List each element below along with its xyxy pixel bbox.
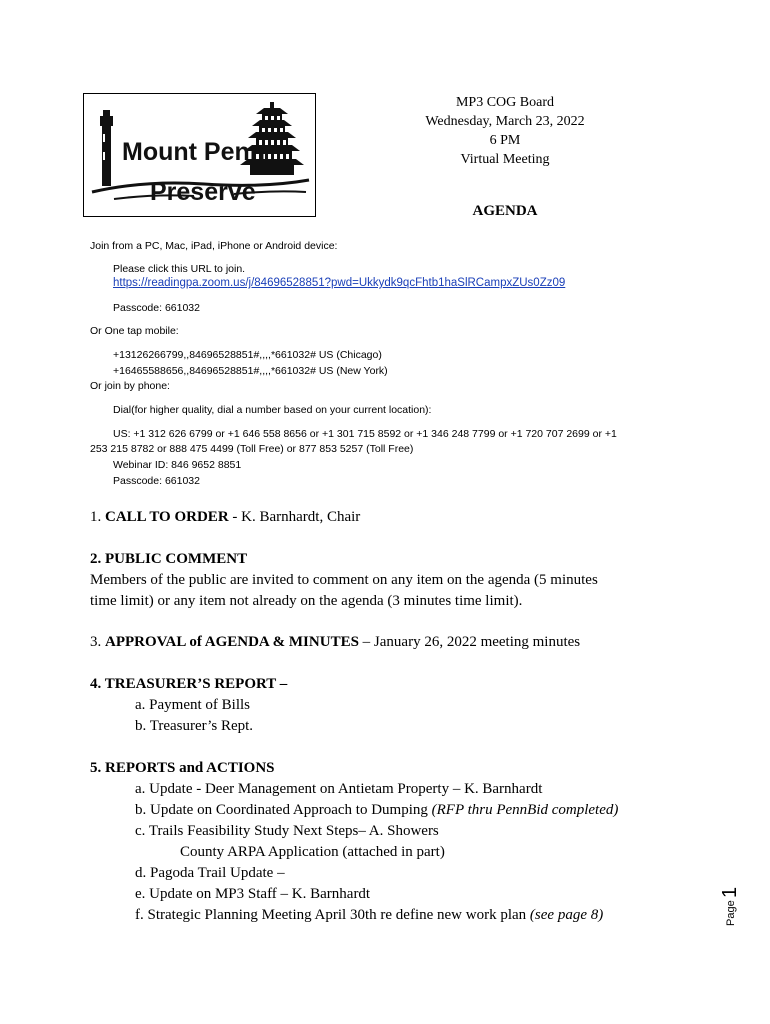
- reports-sub-d: d. Pagoda Trail Update –: [135, 865, 285, 881]
- reports-sub-b-text: b. Update on Coordinated Approach to Dumping: [135, 802, 432, 818]
- one-tap-intro: Or One tap mobile:: [90, 325, 179, 337]
- meeting-format: Virtual Meeting: [460, 152, 550, 167]
- logo-text-mount-penn: Mount Penn: [122, 138, 266, 166]
- reports-sub-f: [135, 905, 603, 926]
- reports-sub-f-text: f. Strategic Planning Meeting April 30th re define new work plan: [135, 907, 530, 923]
- us-numbers-line2: 253 215 8782 or 888 475 4499 (Toll Free) or 877 853 5257 (Toll Free): [90, 443, 414, 455]
- mount-penn-preserve-logo: [83, 93, 316, 217]
- item-1-title: CALL TO ORDER: [105, 509, 229, 525]
- item-1-detail: - K. Barnhardt, Chair: [228, 509, 361, 525]
- treasurer-sub-a: a. Payment of Bills: [135, 697, 250, 713]
- item-3-detail: – January 26, 2022 meeting minutes: [358, 634, 581, 650]
- reports-sub-b-note: (RFP thru PennBid completed): [431, 802, 619, 818]
- reports-sub-c: c. Trails Feasibility Study Next Steps– A. Showers: [135, 823, 439, 839]
- one-tap-chicago: +13126266799,,84696528851#,,,,*661032# US (Chicago): [113, 349, 382, 361]
- reports-sub-a: a. Update - Deer Management on Antietam Property – K. Barnhardt: [135, 781, 543, 797]
- page-label: Page: [725, 900, 737, 926]
- zoom-join-link[interactable]: https://readingpa.zoom.us/j/84696528851?pwd=Ukkydk9qcFhtb1haSlRCampxZUs0Zz09: [113, 277, 566, 289]
- reports-sub-f-note: (see page 8): [529, 907, 604, 923]
- item-treasurer-title: 4. TREASURER’S REPORT –: [90, 676, 288, 692]
- phone-intro: Or join by phone:: [90, 380, 170, 392]
- passcode-2: Passcode: 661032: [113, 475, 200, 487]
- item-1-number: 1.: [90, 509, 105, 525]
- page-number-marker: [712, 880, 742, 930]
- webinar-id: Webinar ID: 846 9652 8851: [113, 459, 242, 471]
- logo-artwork: [84, 94, 316, 217]
- item-public-comment-title: 2. PUBLIC COMMENT: [90, 551, 248, 567]
- item-approval: [90, 632, 580, 653]
- join-intro: Join from a PC, Mac, iPad, iPhone or Android device:: [90, 240, 338, 252]
- meeting-date: Wednesday, March 23, 2022: [425, 114, 585, 129]
- item-3-title: APPROVAL of AGENDA & MINUTES: [105, 634, 359, 650]
- reports-sub-b: [135, 800, 618, 821]
- item-3-number: 3.: [90, 634, 105, 650]
- dial-instructions: Dial(for higher quality, dial a number based on your current location):: [113, 404, 432, 416]
- us-numbers-line1: US: +1 312 626 6799 or +1 646 558 8656 or +1 301 715 8592 or +1 346 248 7799 or +1 720 707 2699 or +1: [113, 428, 617, 440]
- meeting-time: 6 PM: [489, 133, 521, 148]
- meeting-header: [420, 93, 590, 169]
- item-reports-title: 5. REPORTS and ACTIONS: [90, 760, 275, 776]
- treasurer-sub-b: b. Treasurer’s Rept.: [135, 718, 254, 734]
- page-number: 1: [719, 886, 741, 898]
- passcode-1: Passcode: 661032: [113, 302, 200, 314]
- tower-cap: [103, 110, 110, 117]
- reports-sub-c-continued: County ARPA Application (attached in part): [180, 844, 445, 860]
- one-tap-new-york: +16465588656,,84696528851#,,,,*661032# US (New York): [113, 365, 388, 377]
- reports-sub-e: e. Update on MP3 Staff – K. Barnhardt: [135, 886, 371, 902]
- item-call-to-order: [90, 507, 360, 528]
- logo-text-preserve: Preserve: [150, 178, 256, 206]
- join-click-text: Please click this URL to join.: [113, 263, 246, 275]
- public-comment-text-1: Members of the public are invited to comment on any item on the agenda (5 minutes: [90, 572, 598, 588]
- public-comment-text-2: time limit) or any item not already on the agenda (3 minutes time limit).: [90, 593, 523, 609]
- org-name: MP3 COG Board: [455, 95, 554, 110]
- tower-top: [100, 116, 113, 126]
- agenda-title: AGENDA: [472, 203, 538, 219]
